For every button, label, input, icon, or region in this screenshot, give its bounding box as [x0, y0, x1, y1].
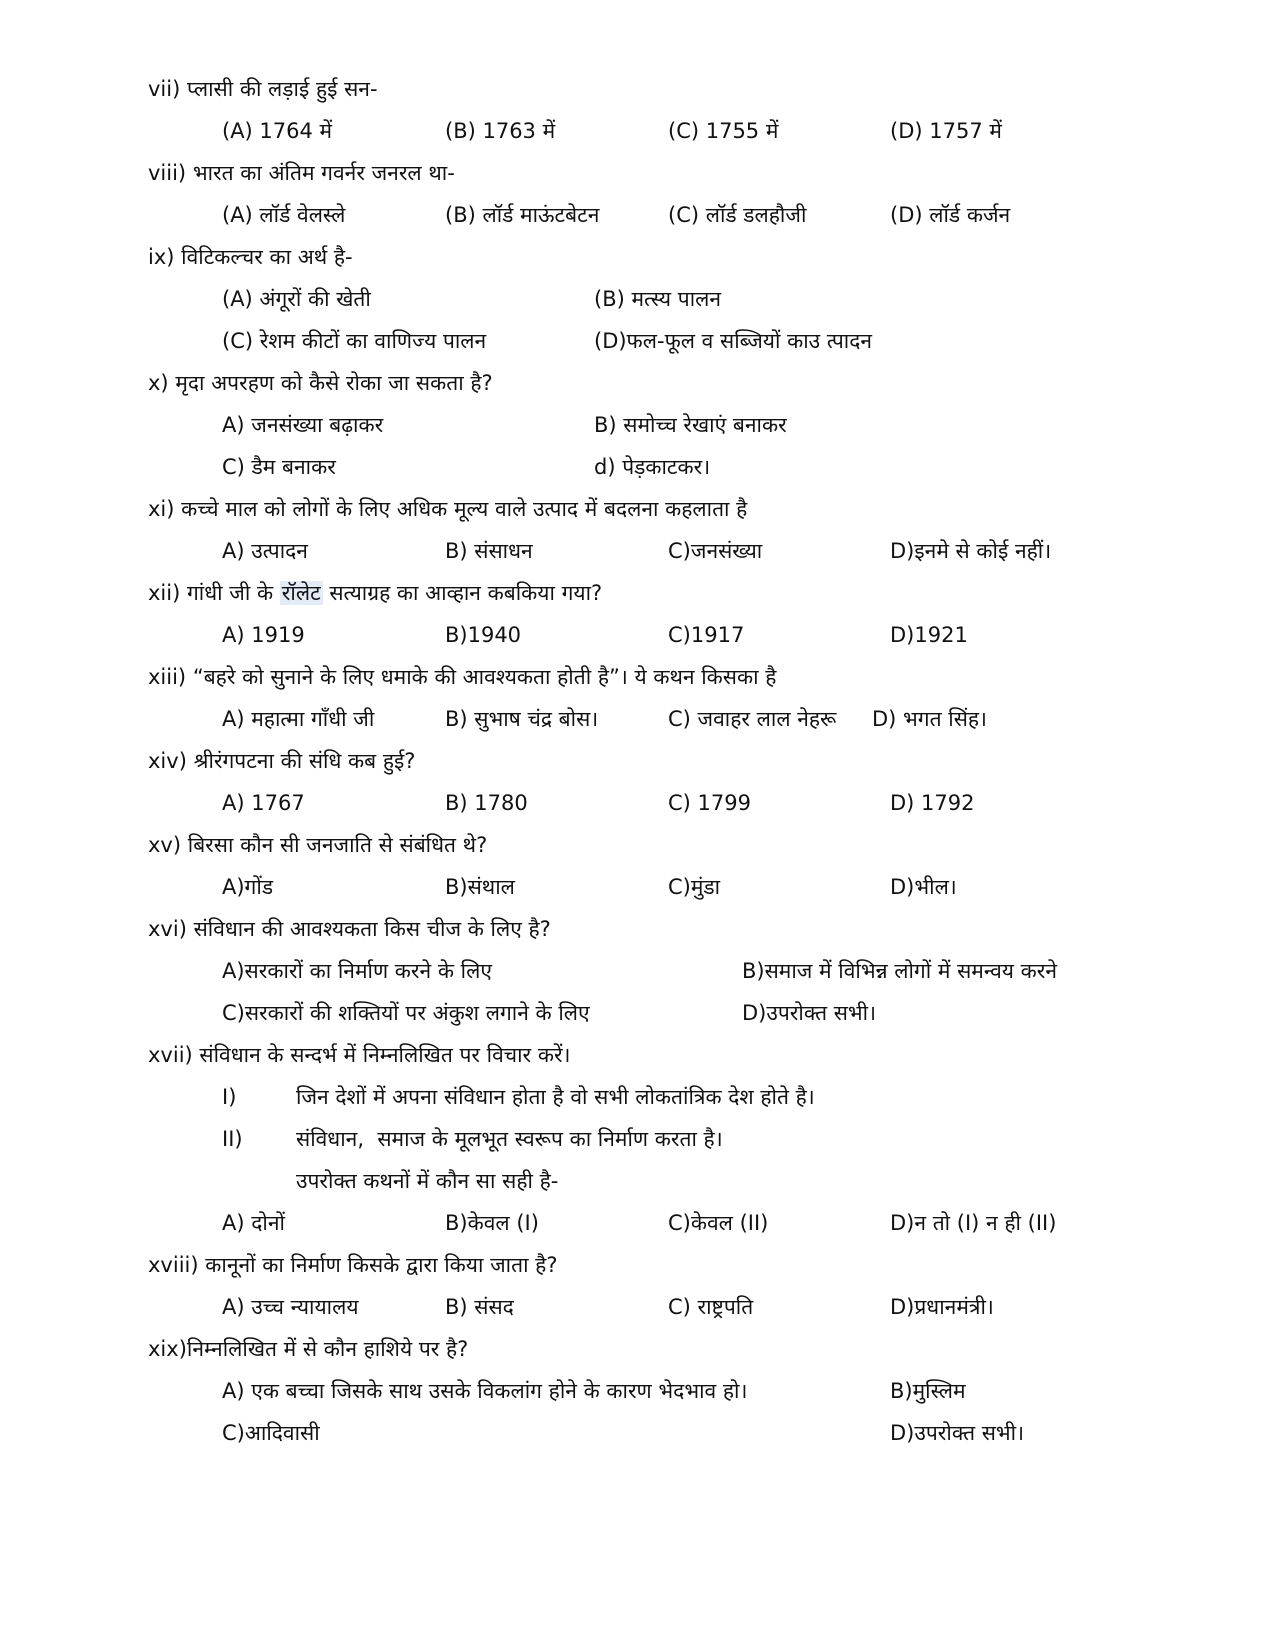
question-number: ix) [148, 245, 175, 269]
statement-text: जिन देशों में अपना संविधान होता है वो सभी लोकतांत्रिक देश होते है। [296, 1085, 815, 1109]
option-c: C)सरकारों की शक्तियों पर अंकुश लगाने के लिए [222, 1001, 590, 1025]
question-text-end: सत्याग्रह का आव्हान कबकिया गया? [329, 581, 603, 605]
question-xii [148, 578, 602, 608]
option-a: A) 1767 [222, 791, 305, 815]
option-c: C) जवाहर लाल नेहरू [668, 707, 837, 731]
option-d: D)उपरोक्त सभी। [890, 1421, 1025, 1445]
question-text: कानूनों का निर्माण किसके द्वारा किया जाता है? [205, 1253, 558, 1277]
question-text: संविधान के सन्दर्भ में निम्नलिखित पर विचार करें। [199, 1043, 571, 1067]
question-number: xviii) [148, 1253, 199, 1277]
question-number: xvii) [148, 1043, 193, 1067]
question-number: xix) [148, 1337, 187, 1361]
option-d: D)उपरोक्त सभी। [742, 1001, 877, 1025]
option-c: C)1917 [668, 623, 745, 647]
question-xviii [148, 1250, 557, 1280]
question-number: xi) [148, 497, 175, 521]
option-d: d) पेड़काटकर। [594, 455, 711, 479]
option-b: B) समोच्च रेखाएं बनाकर [594, 413, 787, 437]
option-a: (A) 1764 में [222, 119, 333, 143]
option-d: D)भील। [890, 875, 957, 899]
sub-question: उपरोक्त कथनों में कौन सा सही है- [296, 1169, 559, 1193]
option-a: (A) लॉर्ड वेलस्ले [222, 203, 346, 227]
question-text: मृदा अपरहण को कैसे रोका जा सकता है? [175, 371, 493, 395]
option-d: D)न तो (I) न ही (II) [890, 1211, 1057, 1235]
option-c: C)जनसंख्या [668, 539, 763, 563]
option-c: (C) रेशम कीटों का वाणिज्य पालन [222, 329, 487, 353]
question-number: xii) [148, 581, 181, 605]
option-c: C)मुंडा [668, 875, 721, 899]
option-d: D) 1792 [890, 791, 975, 815]
question-text: संविधान की आवश्यकता किस चीज के लिए है? [193, 917, 551, 941]
question-x [148, 368, 493, 398]
question-number: xiv) [148, 749, 187, 773]
option-a: (A) अंगूरों की खेती [222, 287, 371, 311]
statement-number: I) [222, 1085, 237, 1109]
option-b: B)केवल (I) [445, 1211, 539, 1235]
question-vii [148, 74, 378, 104]
option-c: C) 1799 [668, 791, 751, 815]
option-a: A) उच्च न्यायालय [222, 1295, 359, 1319]
question-text: बिरसा कौन सी जनजाति से संबंधित थे? [187, 833, 488, 857]
statement-text: संविधान, समाज के मूलभूत स्वरूप का निर्माण करता है। [296, 1127, 723, 1151]
option-b: B) संसद [445, 1295, 514, 1319]
question-text: भारत का अंतिम गवर्नर जनरल था- [192, 161, 455, 185]
option-b: B)संथाल [445, 875, 515, 899]
option-b: B) संसाधन [445, 539, 533, 563]
option-b: B) सुभाष चंद्र बोस। [445, 707, 599, 731]
question-number: xiii) [148, 665, 187, 689]
option-d: (D) 1757 में [890, 119, 1002, 143]
question-number: xvi) [148, 917, 187, 941]
option-a: A) महात्मा गाँधी जी [222, 707, 375, 731]
question-text: “बहरे को सुनाने के लिए धमाके की आवश्यकता होती है”। ये कथन किसका है [192, 665, 777, 689]
option-b: (B) 1763 में [445, 119, 556, 143]
question-xi [148, 494, 747, 524]
question-number: viii) [148, 161, 187, 185]
question-xvi [148, 914, 551, 944]
question-text: श्रीरंगपटना की संधि कब हुई? [193, 749, 416, 773]
option-a: A) 1919 [222, 623, 305, 647]
question-text: कच्चे माल को लोगों के लिए अधिक मूल्य वाले उत्पाद में बदलना कहलाता है [181, 497, 748, 521]
option-d: D)इनमे से कोई नहीं। [890, 539, 1052, 563]
option-a: A) जनसंख्या बढ़ाकर [222, 413, 384, 437]
option-a: A)गोंड [222, 875, 274, 899]
option-a: A) दोनों [222, 1211, 285, 1235]
question-xix [148, 1334, 468, 1364]
selected-word-highlight[interactable]: रॉलेट [281, 581, 321, 605]
option-c: (C) 1755 में [668, 119, 779, 143]
question-number: x) [148, 371, 169, 395]
option-d: D)1921 [890, 623, 968, 647]
option-d: (D) लॉर्ड कर्जन [890, 203, 1011, 227]
option-d: D)प्रधानमंत्री। [890, 1295, 994, 1319]
option-b: B)मुस्लिम [890, 1379, 966, 1403]
option-c: C) डैम बनाकर [222, 455, 336, 479]
question-text: विटिकल्चर का अर्थ है- [181, 245, 353, 269]
option-a: A) उत्पादन [222, 539, 308, 563]
option-b: B)समाज में विभिन्न लोगों में समन्वय करने [742, 959, 1058, 983]
statement-number: II) [222, 1127, 243, 1151]
option-b: (B) लॉर्ड माऊंटबेटन [445, 203, 600, 227]
question-number: xv) [148, 833, 182, 857]
question-xiii [148, 662, 776, 692]
option-d: (D)फल-फूल व सब्जियों काउ त्पादन [594, 329, 873, 353]
question-text: प्लासी की लड़ाई हुई सन- [186, 77, 378, 101]
option-d: D) भगत सिंह। [872, 707, 988, 731]
option-b: (B) मत्स्य पालन [594, 287, 722, 311]
option-c: (C) लॉर्ड डलहौजी [668, 203, 807, 227]
question-number: vii) [148, 77, 181, 101]
question-text-start: गांधी जी के [186, 581, 274, 605]
option-c: C) राष्ट्रपति [668, 1295, 754, 1319]
option-a: A) एक बच्चा जिसके साथ उसके विकलांग होने के कारण भेदभाव हो। [222, 1379, 748, 1403]
question-xvii [148, 1040, 571, 1070]
option-b: B) 1780 [445, 791, 528, 815]
question-text: निम्नलिखित में से कौन हाशिये पर है? [186, 1337, 469, 1361]
question-xv [148, 830, 487, 860]
question-ix [148, 242, 353, 272]
question-xiv [148, 746, 415, 776]
question-viii [148, 158, 455, 188]
option-b: B)1940 [445, 623, 522, 647]
option-c: C)आदिवासी [222, 1421, 320, 1445]
option-a: A)सरकारों का निर्माण करने के लिए [222, 959, 492, 983]
option-c: C)केवल (II) [668, 1211, 769, 1235]
